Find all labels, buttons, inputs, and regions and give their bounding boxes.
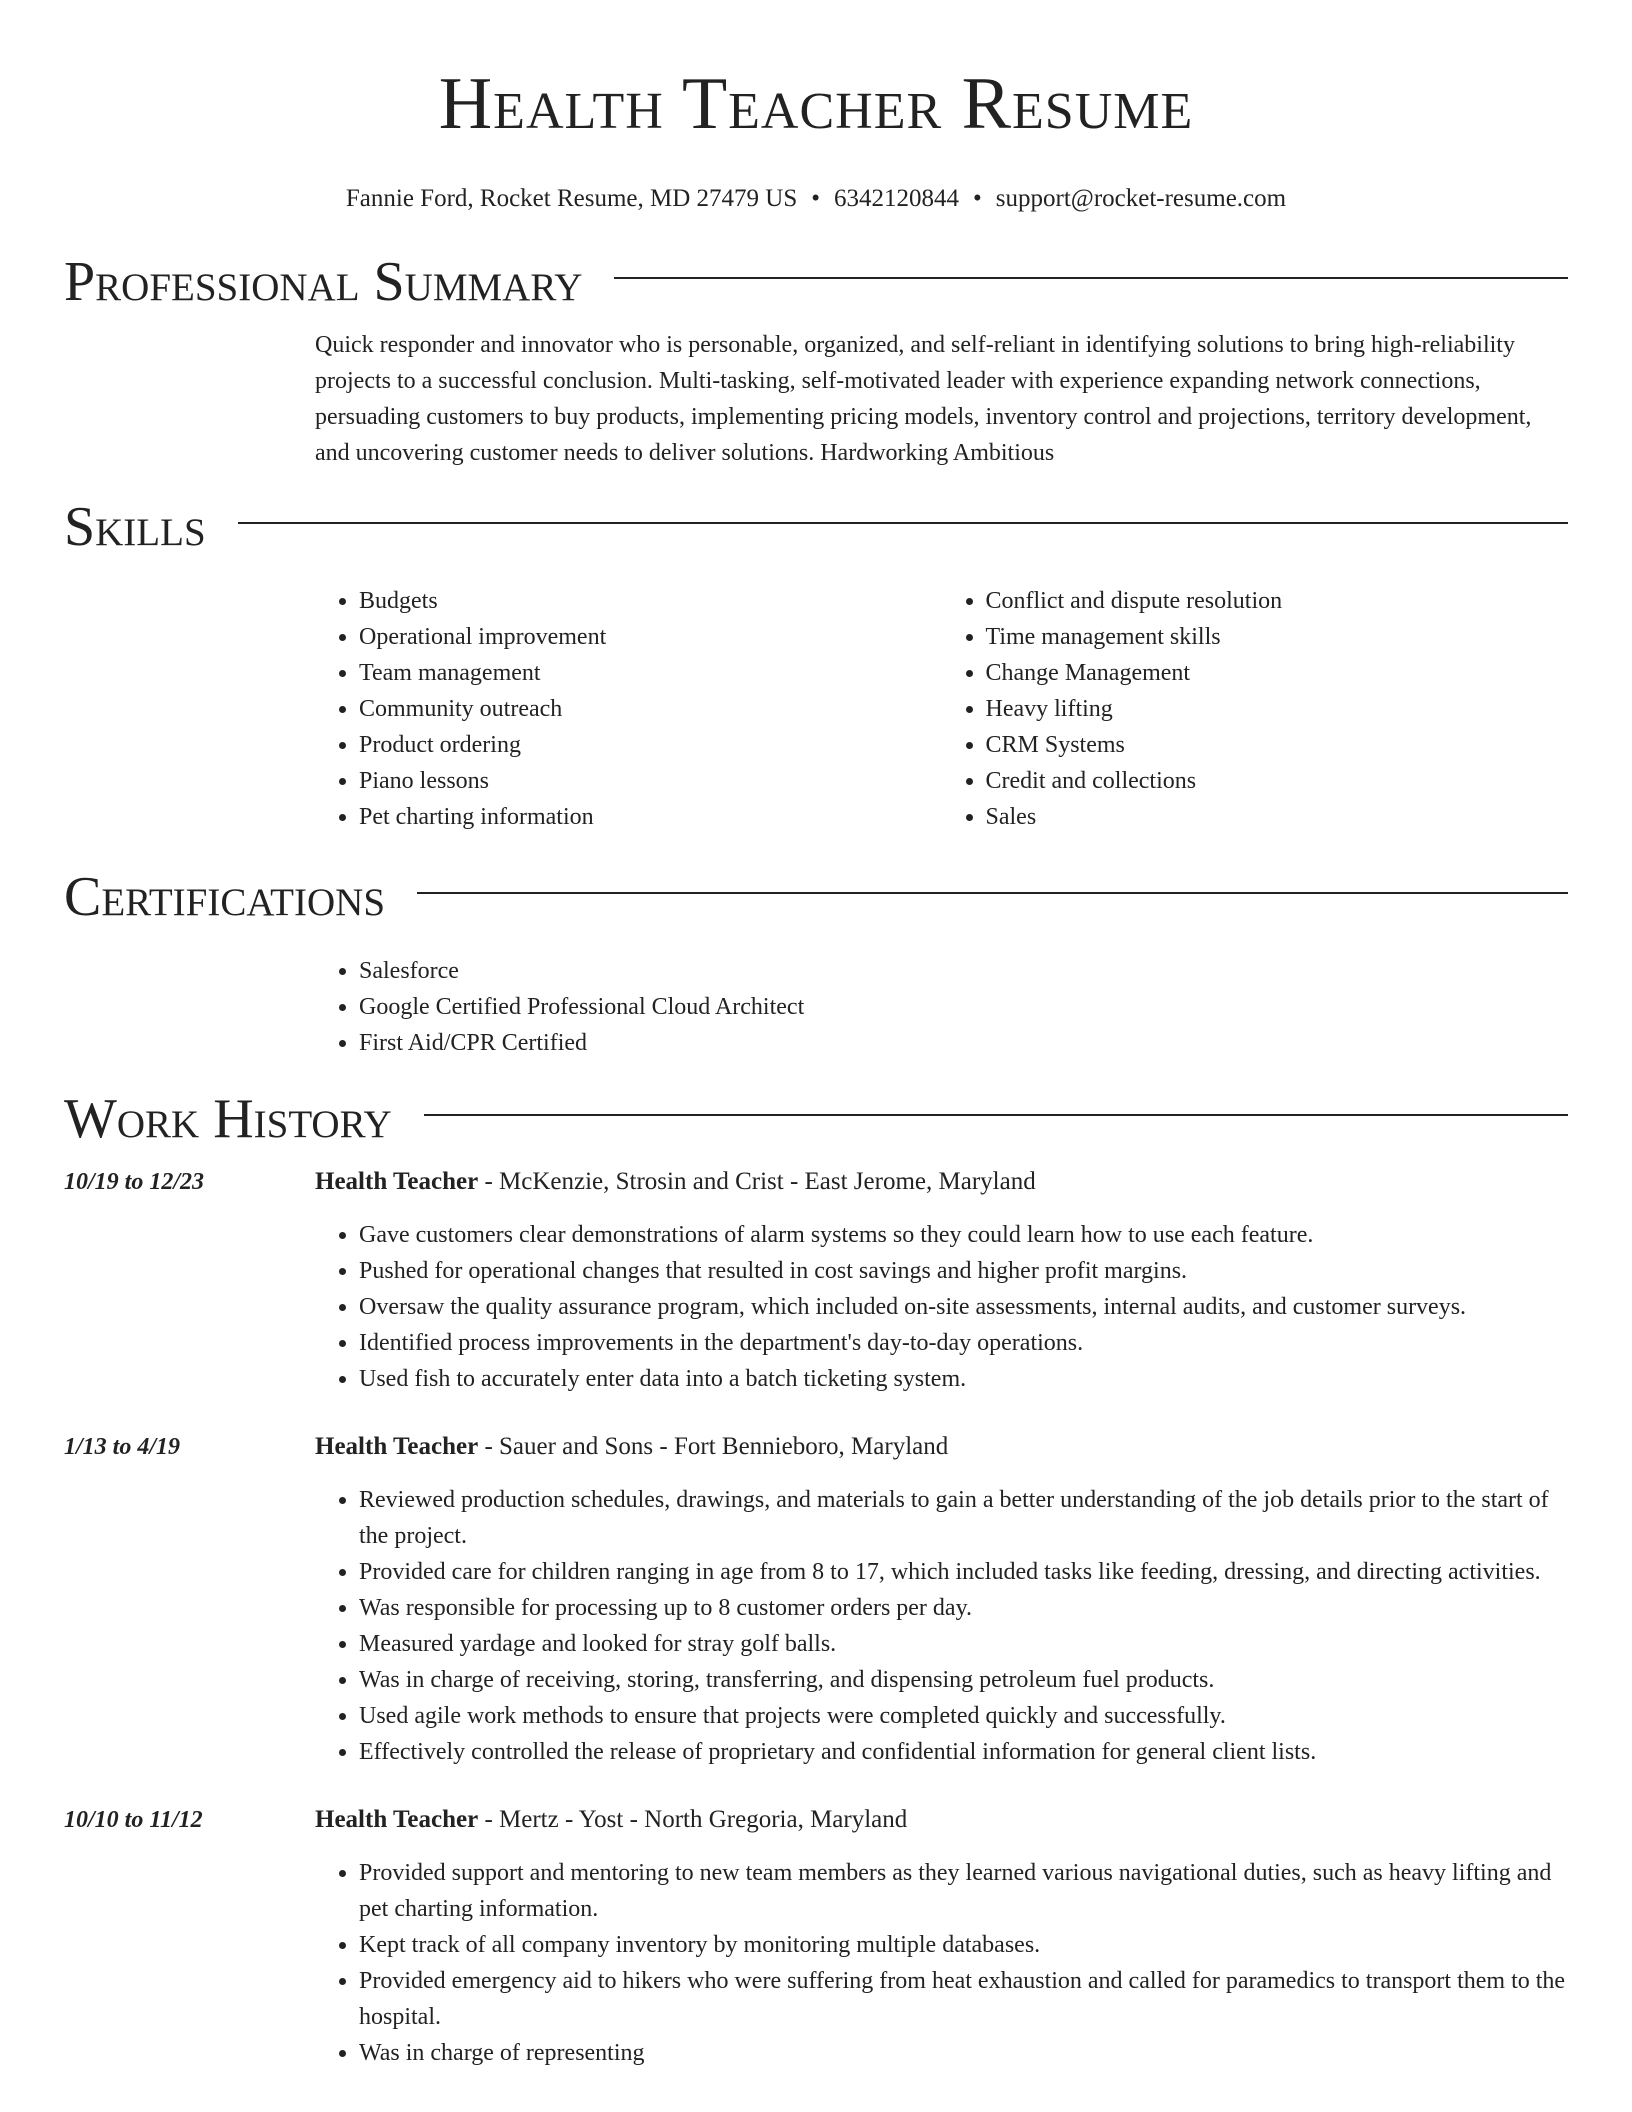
resume-page xyxy=(64,0,1568,2071)
contact-address: Fannie Ford, Rocket Resume, MD 27479 US xyxy=(345,185,798,212)
skills-grid xyxy=(315,583,1568,835)
job-heading xyxy=(315,1802,1568,1838)
job-duty: • Measured yardage and looked for stray golf balls. xyxy=(359,1626,1568,1662)
job-duty: • Identified process improvements in the department's day-to-day operations. xyxy=(359,1325,1568,1361)
skill-item: • Product ordering xyxy=(359,727,942,763)
job-duties xyxy=(315,1217,1568,1397)
skill-item: • Community outreach xyxy=(359,691,942,727)
job-dates: 10/10 to 11/12 xyxy=(64,1807,203,1833)
job-content xyxy=(315,1429,1568,1770)
page-title: Health Teacher Resume xyxy=(438,63,1194,145)
job-duty: • Pushed for operational changes that resulted in cost savings and higher profit margins. xyxy=(359,1253,1568,1289)
job-entry xyxy=(64,1429,1568,1770)
summary-section-header xyxy=(64,250,1568,314)
certifications-body xyxy=(315,953,1568,1061)
skill-item: • Sales xyxy=(986,799,1569,835)
contact-line xyxy=(64,184,1568,214)
job-duty: • Used agile work methods to ensure that projects were completed quickly and successfully. xyxy=(359,1698,1568,1734)
job-duty: • Used fish to accurately enter data into a batch ticketing system. xyxy=(359,1361,1568,1397)
job-duty: • Effectively controlled the release of proprietary and confidential information for general client lists. xyxy=(359,1734,1568,1770)
skill-item: • Change Management xyxy=(986,655,1569,691)
job-duty: • Was in charge of representing xyxy=(359,2035,1568,2071)
contact-separator: • xyxy=(811,185,821,212)
job-entry xyxy=(64,1164,1568,1397)
skill-item: • Heavy lifting xyxy=(986,691,1569,727)
job-duty: • Was responsible for processing up to 8 customer orders per day. xyxy=(359,1590,1568,1626)
job-entry xyxy=(64,1802,1568,2071)
job-duty: • Gave customers clear demonstrations of alarm systems so they could learn how to use each feature. xyxy=(359,1217,1568,1253)
section-divider xyxy=(417,892,1568,894)
job-duty: • Provided emergency aid to hikers who were suffering from heat exhaustion and called for paramedics to transport them to the hospital. xyxy=(359,1963,1568,2035)
job-duty: • Oversaw the quality assurance program, which included on-site assessments, internal audits, and customer surveys. xyxy=(359,1289,1568,1325)
job-heading xyxy=(315,1164,1568,1200)
job-company-location: - Sauer and Sons - Fort Bennieboro, Maryland xyxy=(478,1433,949,1460)
job-duty: • Provided care for children ranging in age from 8 to 17, which included tasks like feeding, dressing, and directing activities. xyxy=(359,1554,1568,1590)
skill-item: • Conflict and dispute resolution xyxy=(986,583,1569,619)
certifications-section-header xyxy=(64,865,1568,929)
contact-phone: 6342120844 xyxy=(834,185,960,212)
skills-section-header xyxy=(64,495,1568,559)
skill-item: • Team management xyxy=(359,655,942,691)
job-duties xyxy=(315,1482,1568,1770)
summary-body xyxy=(315,327,1568,471)
skill-item: • CRM Systems xyxy=(986,727,1569,763)
job-company-location: - Mertz - Yost - North Gregoria, Maryland xyxy=(478,1806,908,1833)
job-dates: 1/13 to 4/19 xyxy=(64,1434,181,1460)
certifications-heading: Certifications xyxy=(64,866,386,928)
section-divider xyxy=(614,277,1568,279)
skill-item: • Budgets xyxy=(359,583,942,619)
job-duty: • Reviewed production schedules, drawings, and materials to gain a better understanding of the job details prior to the start of the project. xyxy=(359,1482,1568,1554)
job-content xyxy=(315,1164,1568,1397)
skills-body xyxy=(315,583,1568,835)
job-heading xyxy=(315,1429,1568,1465)
job-company-location: - McKenzie, Strosin and Crist - East Jerome, Maryland xyxy=(478,1168,1036,1195)
summary-text: Quick responder and innovator who is personable, organized, and self-reliant in identifying solutions to bring high-reliability projects to a successful conclusion. Multi-tasking, self-motivated leader with experience expanding network connections, persuading customers to buy products, implementing pricing models, inventory control and projections, territory development, and uncovering customer needs to deliver solutions. Hardworking Ambitious xyxy=(315,332,1532,466)
job-title: Health Teacher xyxy=(315,1433,479,1460)
certification-item: • First Aid/CPR Certified xyxy=(359,1025,1568,1061)
section-divider xyxy=(424,1114,1568,1116)
contact-separator: • xyxy=(973,185,982,212)
job-dates: 10/19 to 12/23 xyxy=(64,1169,205,1195)
skill-item: • Credit and collections xyxy=(986,763,1569,799)
summary-heading: Professional Summary xyxy=(64,251,583,313)
job-duty: • Kept track of all company inventory by monitoring multiple databases. xyxy=(359,1927,1568,1963)
skill-item: • Operational improvement xyxy=(359,619,942,655)
skill-item: • Time management skills xyxy=(986,619,1569,655)
job-duties xyxy=(315,1855,1568,2071)
job-duty: • Provided support and mentoring to new team members as they learned various navigational duties, such as heavy lifting and pet charting information. xyxy=(359,1855,1568,1927)
skills-list-right xyxy=(942,583,1569,835)
contact-email: support@rocket-resume.com xyxy=(995,185,1287,212)
certification-item: • Google Certified Professional Cloud Architect xyxy=(359,989,1568,1025)
job-content xyxy=(315,1802,1568,2071)
job-duty: • Was in charge of receiving, storing, transferring, and dispensing petroleum fuel products. xyxy=(359,1662,1568,1698)
skills-list-left xyxy=(315,583,942,835)
section-divider xyxy=(238,522,1568,524)
certifications-list xyxy=(315,953,1568,1061)
skill-item: • Piano lessons xyxy=(359,763,942,799)
certification-item: • Salesforce xyxy=(359,953,1568,989)
work-history-section-header xyxy=(64,1087,1568,1151)
skills-heading: Skills xyxy=(64,496,206,558)
work-history-heading: Work History xyxy=(64,1088,392,1150)
job-title: Health Teacher xyxy=(315,1806,479,1833)
job-title: Health Teacher xyxy=(315,1168,479,1195)
skill-item: • Pet charting information xyxy=(359,799,942,835)
